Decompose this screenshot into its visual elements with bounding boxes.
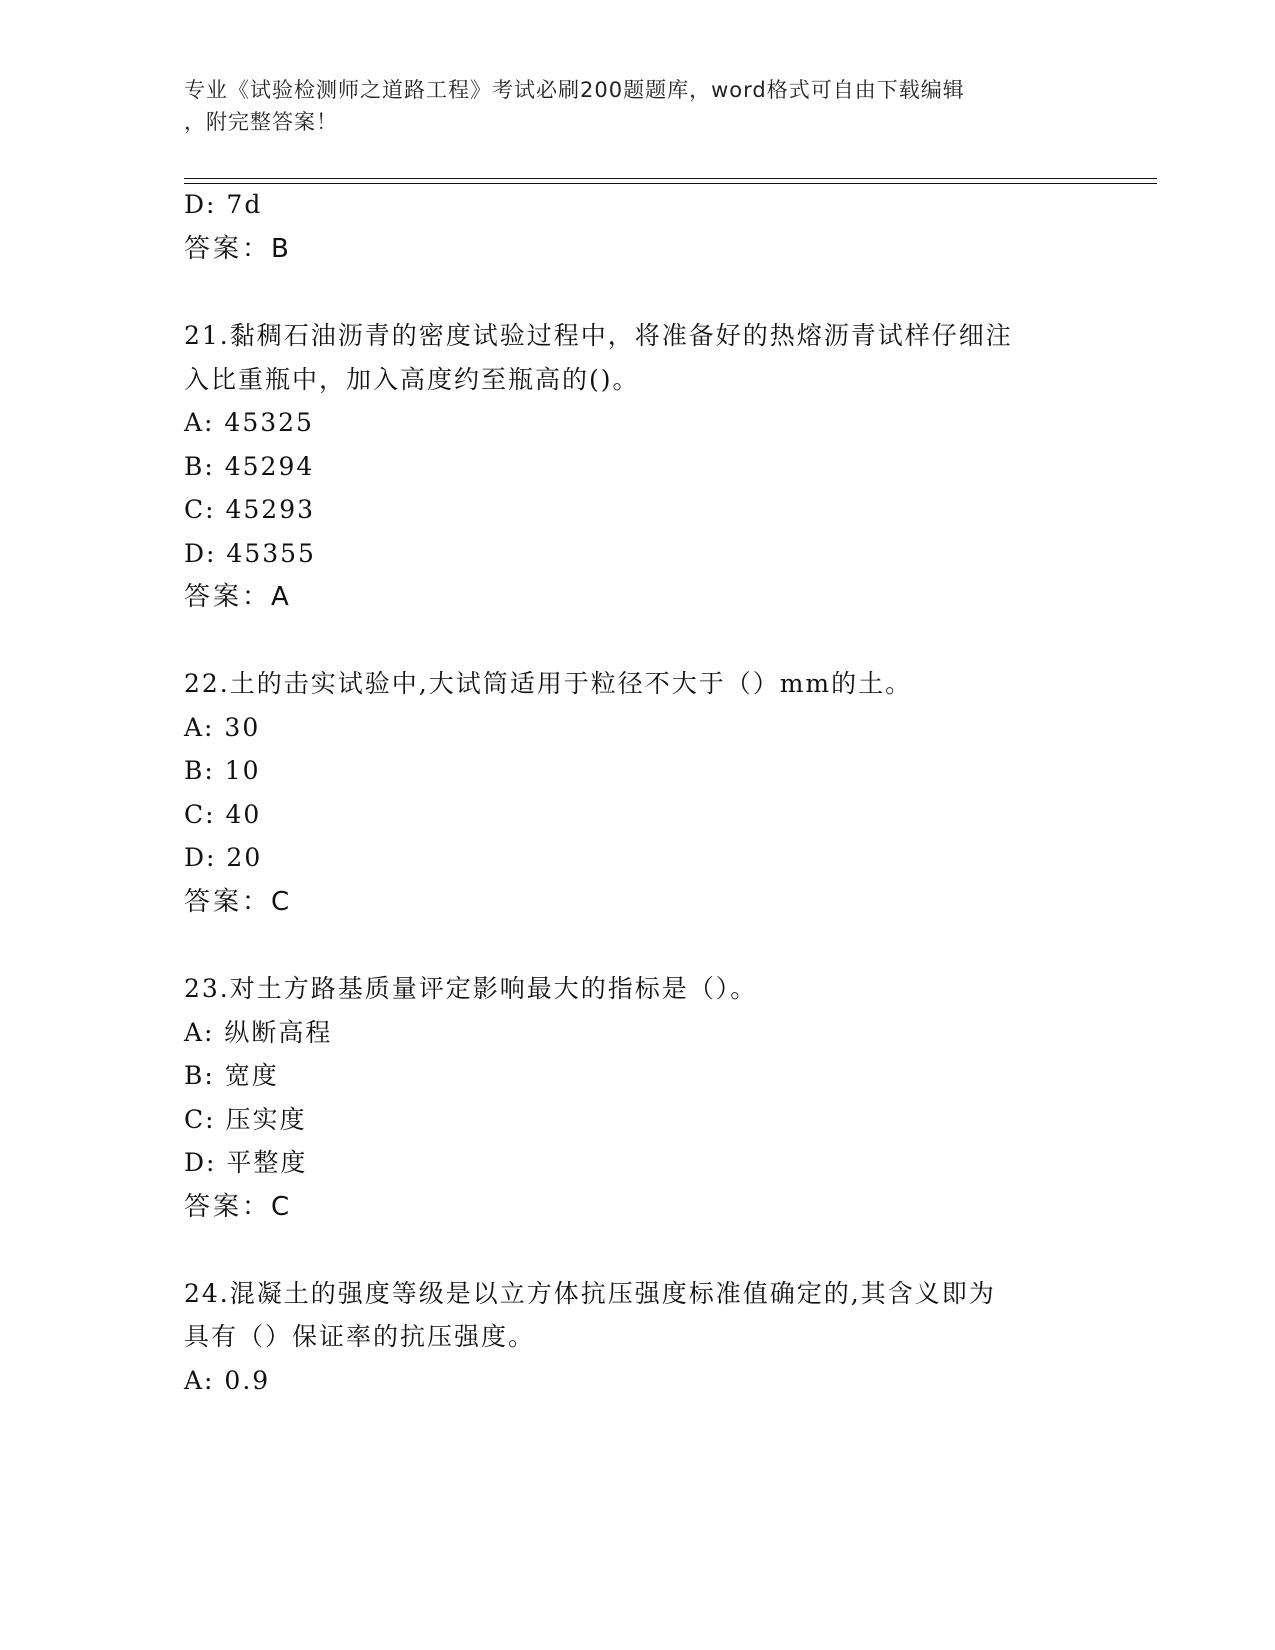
- header-line-1: 专业《试验检测师之道路工程》考试必刷200题题库，word格式可自由下载编辑: [184, 78, 965, 102]
- q21-option-c: C: 45293: [184, 495, 316, 524]
- q24-stem-line-1: 24.混凝土的强度等级是以立方体抗压强度标准值确定的,其含义即为: [184, 1279, 996, 1308]
- q24-stem-line-2: 具有（）保证率的抗压强度。: [184, 1322, 536, 1351]
- q23-answer: 答案：C: [184, 1192, 293, 1222]
- q21-option-a: A: 45325: [184, 408, 314, 437]
- q23-option-a: A: 纵断高程: [184, 1018, 333, 1047]
- q23-option-b: B: 宽度: [184, 1061, 279, 1090]
- header-line-2: ，附完整答案！: [184, 110, 338, 134]
- q23-stem-line-1: 23.对土方路基质量评定影响最大的指标是（）。: [184, 974, 758, 1003]
- header-divider-bottom: [184, 183, 1157, 184]
- q21-answer: 答案：A: [184, 582, 292, 612]
- q22-option-d: D: 20: [184, 843, 263, 872]
- q23-option-d: D: 平整度: [184, 1148, 308, 1177]
- q21-option-b: B: 45294: [184, 452, 315, 481]
- q22-option-c: C: 40: [184, 800, 262, 829]
- prev-answer: 答案：B: [184, 234, 292, 264]
- header-divider-top: [184, 178, 1157, 179]
- q22-answer: 答案：C: [184, 887, 293, 917]
- document-header: [184, 74, 1064, 138]
- q22-option-b: B: 10: [184, 756, 261, 785]
- prev-option-d: D: 7d: [184, 190, 263, 219]
- q23-option-c: C: 压实度: [184, 1105, 307, 1134]
- q24-option-a: A: 0.9: [184, 1366, 271, 1395]
- q21-stem-line-1: 21.黏稠石油沥青的密度试验过程中，将准备好的热熔沥青试样仔细注: [184, 321, 1013, 350]
- q22-stem-line-1: 22.土的击实试验中,大试筒适用于粒径不大于（）mm的土。: [184, 669, 913, 698]
- q22-option-a: A: 30: [184, 713, 261, 742]
- q21-option-d: D: 45355: [184, 539, 316, 568]
- q21-stem-line-2: 入比重瓶中，加入高度约至瓶高的()。: [184, 365, 640, 394]
